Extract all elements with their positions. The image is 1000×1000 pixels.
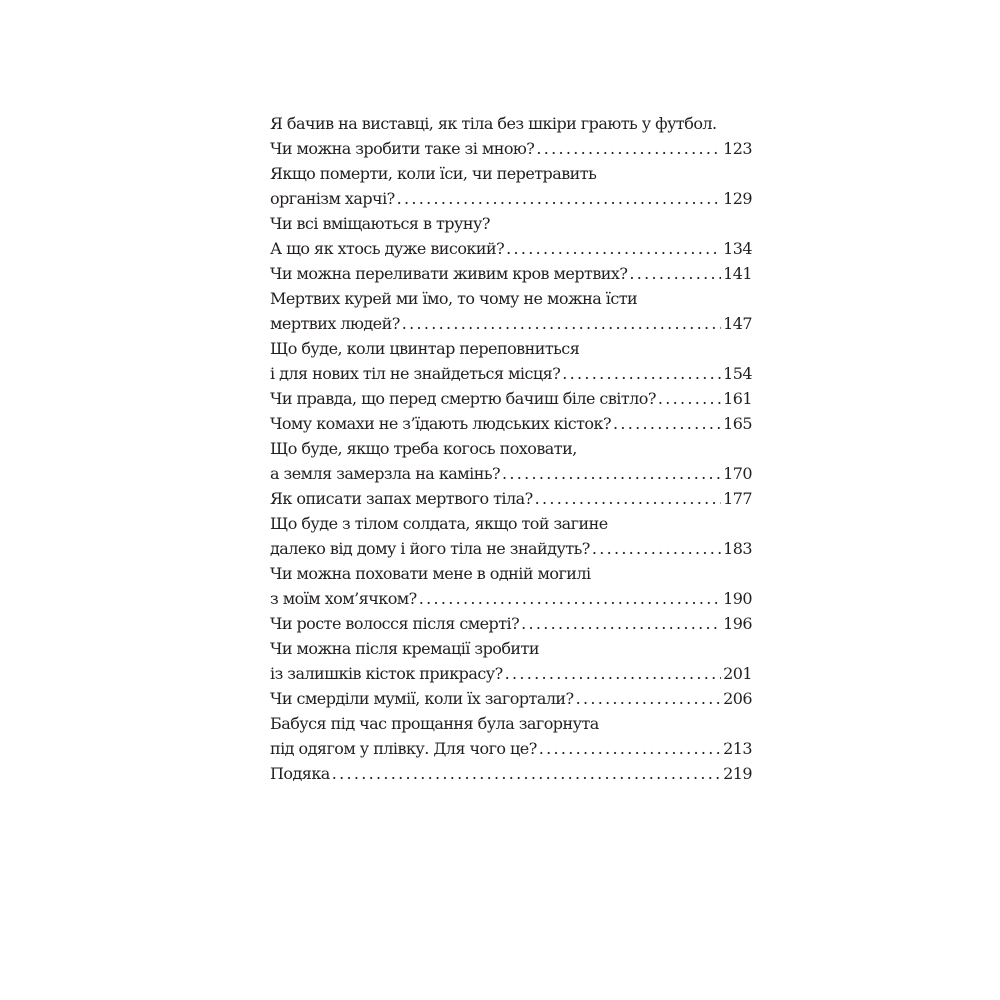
toc-entry-last-line xyxy=(270,261,752,286)
toc-entry-last-line xyxy=(270,236,752,261)
toc-page-number: 170 xyxy=(723,464,752,483)
toc-entry xyxy=(270,111,752,161)
toc-page-number: 219 xyxy=(723,764,752,783)
toc-page-number: 206 xyxy=(723,689,752,708)
toc-entry-line xyxy=(270,711,752,736)
toc-entry-title: Я бачив на виставці, як тіла без шкіри грають у футбол. xyxy=(270,114,717,133)
dot-leader xyxy=(419,586,721,611)
toc-entry xyxy=(270,286,752,336)
toc-entry-last-line xyxy=(270,386,752,411)
toc-entry-title: Чи можна після кремації зробити xyxy=(270,639,539,658)
toc-entry-title: Бабуся під час прощання була загорнута xyxy=(270,714,599,733)
toc-entry-title: Як описати запах мертвого тіла? xyxy=(270,489,533,508)
toc-entry-line xyxy=(270,636,752,661)
dot-leader xyxy=(629,261,721,286)
toc-entry-title: а земля замерзла на камінь? xyxy=(270,464,501,483)
dot-leader xyxy=(562,361,721,386)
dot-leader xyxy=(332,761,721,786)
toc-entry xyxy=(270,511,752,561)
dot-leader xyxy=(502,461,721,486)
toc-entry-title: далеко від дому і його тіла не знайдуть? xyxy=(270,539,590,558)
table-of-contents xyxy=(270,111,752,786)
toc-entry-last-line xyxy=(270,686,752,711)
toc-entry xyxy=(270,211,752,261)
toc-page-number: 147 xyxy=(723,314,752,333)
toc-entry-title: із залишків кісток прикрасу? xyxy=(270,664,503,683)
toc-entry xyxy=(270,261,752,286)
toc-entry xyxy=(270,436,752,486)
dot-leader xyxy=(576,686,722,711)
toc-entry-last-line xyxy=(270,586,752,611)
dot-leader xyxy=(521,611,721,636)
toc-page-number: 141 xyxy=(723,264,752,283)
toc-entry-title: під одягом у плівку. Для чого це? xyxy=(270,739,537,758)
toc-entry-last-line xyxy=(270,186,752,211)
toc-entry-last-line xyxy=(270,136,752,161)
dot-leader xyxy=(613,411,721,436)
toc-entry-title: з моїм хом’ячком? xyxy=(270,589,417,608)
toc-page-number: 161 xyxy=(723,389,752,408)
toc-entry xyxy=(270,411,752,436)
toc-entry-title: Що буде з тілом солдата, якщо той загине xyxy=(270,514,608,533)
dot-leader xyxy=(535,486,722,511)
toc-entry-line xyxy=(270,161,752,186)
toc-entry-line xyxy=(270,511,752,536)
toc-entry-title: Чи можна зробити таке зі мною? xyxy=(270,139,535,158)
toc-entry-title: Що буде, коли цвинтар переповниться xyxy=(270,339,580,358)
toc-entry xyxy=(270,611,752,636)
toc-page-number: 196 xyxy=(723,614,752,633)
toc-entry xyxy=(270,386,752,411)
dot-leader xyxy=(658,386,721,411)
toc-page-number: 165 xyxy=(723,414,752,433)
toc-entry-line xyxy=(270,286,752,311)
toc-entry-title: Подяка xyxy=(270,764,330,783)
toc-entry-title: Мертвих курей ми їмо, то чому не можна їсти xyxy=(270,289,638,308)
toc-entry xyxy=(270,336,752,386)
dot-leader xyxy=(592,536,721,561)
toc-entry xyxy=(270,636,752,686)
toc-entry-title: Чи всі вміщаються в труну? xyxy=(270,214,490,233)
toc-entry-last-line xyxy=(270,311,752,336)
toc-page-number: 201 xyxy=(723,664,752,683)
toc-entry-title: Чи правда, що перед смертю бачиш біле світло? xyxy=(270,389,656,408)
dot-leader xyxy=(506,236,721,261)
toc-entry-title: організм харчі? xyxy=(270,189,395,208)
toc-entry-title: А що як хтось дуже високий? xyxy=(270,239,505,258)
toc-entry-line xyxy=(270,211,752,236)
toc-entry xyxy=(270,686,752,711)
toc-page-number: 177 xyxy=(723,489,752,508)
toc-entry-last-line xyxy=(270,411,752,436)
toc-entry-title: Чи смерділи мумії, коли їх загортали? xyxy=(270,689,574,708)
toc-entry-title: Чому комахи не з’їдають людських кісток? xyxy=(270,414,611,433)
toc-entry xyxy=(270,761,752,786)
toc-entry-last-line xyxy=(270,611,752,636)
toc-page-number: 134 xyxy=(723,239,752,258)
toc-page-number: 190 xyxy=(723,589,752,608)
toc-entry-line xyxy=(270,111,752,136)
toc-entry-title: Що буде, якщо треба когось поховати, xyxy=(270,439,577,458)
toc-entry-title: і для нових тіл не знайдеться місця? xyxy=(270,364,561,383)
toc-entry-title: мертвих людей? xyxy=(270,314,400,333)
toc-entry-title: Чи можна поховати мене в одній могилі xyxy=(270,564,591,583)
toc-page-number: 129 xyxy=(723,189,752,208)
toc-entry xyxy=(270,486,752,511)
toc-page-number: 213 xyxy=(723,739,752,758)
toc-entry-line xyxy=(270,336,752,361)
dot-leader xyxy=(397,186,721,211)
toc-entry-line xyxy=(270,561,752,586)
toc-entry-last-line xyxy=(270,361,752,386)
toc-entry-last-line xyxy=(270,461,752,486)
dot-leader xyxy=(539,736,721,761)
toc-entry-last-line xyxy=(270,486,752,511)
toc-page-number: 154 xyxy=(723,364,752,383)
dot-leader xyxy=(536,136,721,161)
toc-entry xyxy=(270,561,752,611)
toc-entry-title: Якщо померти, коли їси, чи перетравить xyxy=(270,164,597,183)
toc-entry-last-line xyxy=(270,661,752,686)
dot-leader xyxy=(402,311,721,336)
toc-page-number: 123 xyxy=(723,139,752,158)
toc-entry-title: Чи можна переливати живим кров мертвих? xyxy=(270,264,628,283)
toc-entry xyxy=(270,711,752,761)
toc-entry-title: Чи росте волосся після смерті? xyxy=(270,614,520,633)
toc-page-number: 183 xyxy=(723,539,752,558)
dot-leader xyxy=(505,661,721,686)
toc-entry-last-line xyxy=(270,736,752,761)
toc-entry-last-line xyxy=(270,536,752,561)
toc-entry xyxy=(270,161,752,211)
toc-entry-line xyxy=(270,436,752,461)
toc-entry-last-line xyxy=(270,761,752,786)
